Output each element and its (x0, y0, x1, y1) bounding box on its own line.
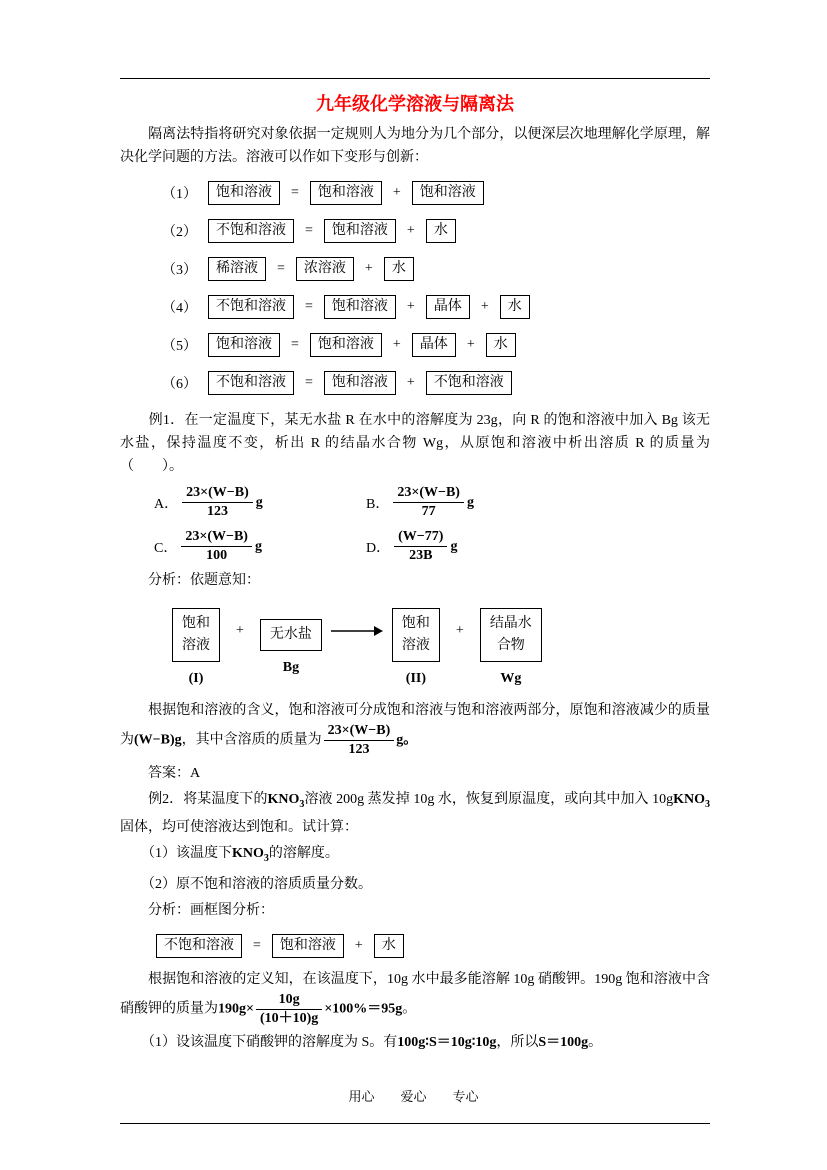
unit-label: g (255, 494, 263, 510)
equals-sign: = (291, 185, 299, 200)
solution-text: ，所以 (496, 1034, 539, 1050)
diagram-caption: (II) (405, 671, 427, 686)
example2-box-equation (156, 934, 710, 958)
term-box: 饱和溶液 (310, 181, 382, 205)
term-box: 饱和溶液 (208, 333, 280, 357)
conclusion-text: ，其中含溶质的质量为 (181, 732, 322, 748)
equals-sign: = (305, 299, 313, 314)
plus-sign: + (406, 223, 415, 238)
term-box: 水 (426, 219, 456, 243)
term-box: 晶体 (412, 333, 456, 357)
footer-motto: 用心 爱心 专心 (348, 1089, 479, 1104)
fraction-numerator: 23×(W−B) (393, 484, 464, 503)
example1-analysis-label: 分析：依题意知： (120, 573, 260, 588)
item-text: （1）该温度下 (120, 845, 232, 861)
intro-paragraph: 隔离法特指将研究对象依据一定规则人为地分为几个部分，以便深层次地理解化学原理，解决化学问题的方法。溶液可以作如下变形与创新： (120, 127, 710, 165)
option-label: C． (154, 540, 178, 556)
example1-diagram (170, 608, 710, 687)
lead-text: 溶液 200g 蒸发掉 10g 水，恢复到原温度，或向其中加入 10g (304, 792, 674, 807)
plus-sign: + (392, 337, 401, 352)
option-label: A． (154, 496, 179, 512)
formula-base: KNO (232, 845, 264, 861)
term-box: 不饱和溶液 (156, 934, 242, 958)
fraction (324, 722, 395, 759)
term-box: 饱和溶液 (412, 181, 484, 205)
diagram-caption: Bg (282, 660, 300, 675)
term-box: 不饱和溶液 (426, 371, 512, 395)
option-b (366, 484, 710, 521)
term-box: 饱和溶液 (310, 333, 382, 357)
chemical-formula-kno3 (673, 792, 711, 810)
term-box: 水 (486, 333, 516, 357)
fraction (393, 484, 464, 521)
equation-row-4 (162, 295, 710, 319)
fraction-numerator: 23×(W−B) (181, 528, 252, 547)
fraction-denominator: (10＋10)g (259, 1010, 319, 1026)
term-box: 饱和溶液 (324, 295, 396, 319)
fraction (181, 528, 252, 565)
example1-lead: 例1．在一定温度下，某无水盐 R 在水中的溶解度为 23g，向 R 的饱和溶液中加入 Bg 该无水盐，保持温度不变，析出 R 的结晶水合物 Wg，从原饱和溶液中析出溶质 R 的质量为（ ）。 (120, 413, 710, 474)
page-title: 九年级化学溶液与隔离法 (316, 94, 514, 115)
unit-label: g (450, 538, 458, 554)
term-box: 水 (384, 257, 414, 281)
conclusion-text: 根据饱和溶液的含义，饱和溶液可分成饱和溶液与饱和溶液两部分，原饱和溶液减少的质量为 (120, 703, 710, 748)
diagram-box (260, 619, 322, 651)
math-expression: (W−B)g (134, 732, 182, 748)
box-text: 溶液 (401, 638, 430, 653)
plus-sign: + (392, 185, 401, 200)
diagram-caption: (I) (188, 671, 204, 686)
math-expression: 100g∶S＝10g∶10g (397, 1034, 497, 1050)
fraction-numerator: 10g (256, 991, 322, 1010)
plus-sign: + (466, 337, 475, 352)
term-box: 不饱和溶液 (208, 371, 294, 395)
fraction-numerator: (W−77) (394, 528, 447, 547)
formula-subscript: 3 (263, 852, 269, 864)
solution-text: 。 (588, 1034, 603, 1050)
equation-row-5 (162, 333, 710, 357)
term-box: 不饱和溶液 (208, 295, 294, 319)
chemical-formula-kno3 (267, 792, 305, 810)
option-label: B． (366, 496, 390, 512)
chemical-formula-kno3 (232, 845, 269, 864)
equation-list (162, 181, 710, 395)
top-divider (120, 78, 710, 79)
formula-base: KNO (267, 792, 300, 807)
example2-calculation (120, 968, 710, 1028)
equation-number: （2） (162, 225, 197, 240)
lead-text: 固体，均可使溶液达到饱和。试计算： (120, 819, 358, 835)
calc-text: 根据饱和溶液的定义知，在该温度下，10g 水中最多能溶解 10g 硝酸钾。190g 饱和溶液中含硝酸钾的质量为 (120, 971, 710, 1017)
box-text: 溶液 (182, 638, 210, 653)
diagram-box (480, 608, 542, 662)
diagram-box (392, 608, 440, 662)
fraction (182, 484, 253, 521)
fraction (256, 991, 322, 1028)
term-box: 稀溶液 (208, 257, 266, 281)
calc-text: 。 (402, 1001, 417, 1017)
option-d (366, 528, 710, 565)
plus-sign: + (354, 937, 363, 953)
equation-number: （5） (162, 339, 197, 354)
equation-row-3 (162, 257, 710, 281)
example1-answer: 答案：A (120, 766, 201, 781)
equation-number: （6） (162, 377, 197, 392)
plus-sign: + (406, 375, 415, 390)
document-content (120, 0, 710, 1057)
plus-sign: + (406, 299, 415, 314)
box-text: 饱和 (401, 616, 430, 631)
plus-sign: + (480, 299, 489, 314)
fraction-denominator: 123 (206, 504, 228, 519)
term-box: 晶体 (426, 295, 470, 319)
unit-label: g (254, 538, 262, 554)
plus-sign: + (455, 622, 464, 638)
item-text: 的溶解度。 (268, 845, 339, 861)
equation-row-2 (162, 219, 710, 243)
box-text: 合物 (496, 638, 525, 653)
fraction-numerator: 23×(W−B) (324, 722, 395, 741)
plus-sign: + (364, 261, 373, 276)
solution-text: （1）设该温度下硝酸钾的溶解度为 S。有 (120, 1034, 398, 1050)
bottom-divider (120, 1123, 710, 1124)
equals-sign: = (277, 261, 285, 276)
math-expression: ×100%＝95g (324, 1001, 403, 1017)
equals-sign: = (291, 337, 299, 352)
term-box: 不饱和溶液 (208, 219, 294, 243)
unit-label: g。 (396, 732, 418, 748)
diagram-box (172, 608, 220, 662)
equation-number: （3） (162, 263, 197, 278)
formula-subscript: 3 (705, 798, 711, 810)
formula-base: KNO (673, 792, 706, 807)
term-box: 水 (374, 934, 404, 958)
equation-number: （1） (162, 187, 197, 202)
fraction-denominator: 100 (206, 548, 228, 563)
box-text: 结晶水 (489, 616, 532, 631)
lead-text: 例2．将某温度下的 (120, 792, 268, 807)
fraction-numerator: 23×(W−B) (182, 484, 253, 503)
term-box: 水 (500, 295, 530, 319)
fraction-denominator: 23B (409, 548, 433, 563)
options-grid (154, 484, 710, 565)
math-expression: S＝100g (538, 1034, 589, 1050)
fraction-denominator: 77 (421, 504, 436, 519)
diagram-item-saturated-1 (172, 608, 220, 687)
diagram-caption: Wg (500, 671, 522, 686)
equation-row-1 (162, 181, 710, 205)
diagram-item-hydrate (480, 608, 542, 687)
equals-sign: = (305, 375, 313, 390)
example2-analysis-label: 分析：画框图分析： (120, 902, 274, 918)
example2-lead (120, 788, 710, 839)
box-text: 饱和 (182, 616, 210, 631)
fraction-denominator: 123 (348, 742, 370, 757)
example2-item2: （2）原不饱和溶液的溶质质量分数。 (120, 876, 372, 892)
unit-label: g (466, 494, 474, 510)
option-label: D． (366, 540, 391, 556)
term-box: 饱和溶液 (208, 181, 280, 205)
term-box: 饱和溶液 (324, 219, 396, 243)
right-arrow-icon (331, 624, 383, 638)
example1-conclusion (120, 699, 710, 759)
plus-sign: + (236, 622, 244, 638)
option-c (154, 528, 366, 565)
equation-row-6 (162, 371, 710, 395)
formula-subscript: 3 (299, 798, 305, 810)
fraction (394, 528, 447, 565)
example2-item1 (120, 842, 710, 870)
box-text: 无水盐 (269, 627, 312, 642)
example2-solution-line (120, 1031, 710, 1054)
math-expression: 190g× (218, 1001, 254, 1017)
equals-sign: = (253, 937, 261, 953)
term-box: 饱和溶液 (324, 371, 396, 395)
option-a (154, 484, 366, 521)
equation-number: （4） (162, 301, 197, 316)
term-box: 浓溶液 (296, 257, 354, 281)
diagram-item-anhydrous-salt (260, 619, 322, 676)
term-box: 饱和溶液 (272, 934, 344, 958)
equals-sign: = (305, 223, 313, 238)
diagram-item-saturated-2 (392, 608, 440, 687)
